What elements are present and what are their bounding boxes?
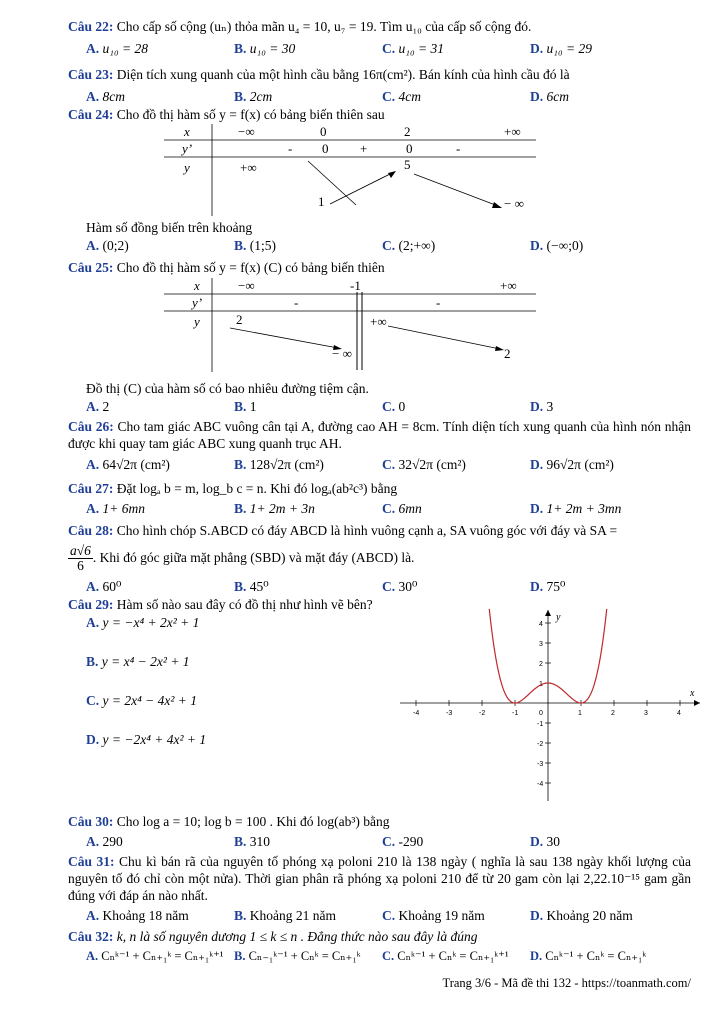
option-d[interactable]: D. 30 [530, 834, 560, 849]
options-22 [86, 40, 696, 57]
options-29-c[interactable]: C. y = 2x⁴ − 4x² + 1 [86, 693, 198, 708]
option-a[interactable]: A. 8cm [86, 89, 125, 104]
y-axis-label: y [556, 612, 561, 623]
option-c[interactable]: C. u₁₀ = 31 [382, 41, 444, 56]
option-c[interactable]: C. 30⁰ [382, 579, 418, 594]
question-22 [68, 18, 691, 35]
option-b[interactable]: B. Khoảng 21 năm [234, 908, 336, 923]
question-24-prompt: Hàm số đồng biến trên khoảng [86, 220, 253, 235]
y-tick-label: 3 [539, 641, 543, 648]
option-d[interactable]: D. 75⁰ [530, 579, 566, 594]
option-a[interactable]: A. (0;2) [86, 238, 129, 253]
x-tick-label: -1 [512, 710, 519, 717]
question-text: Đặt logₐ b = m, log_b c = n. Khi đó logₐ(ab²c³) bằng [116, 481, 398, 496]
x-tick-label: -2 [479, 710, 486, 717]
option-a[interactable]: A. 64√2π (cm²) [86, 457, 170, 472]
option-b[interactable]: B. u₁₀ = 30 [234, 41, 296, 56]
variation-table-24-labels: x y’ y −∞ 0 2 +∞ - 0 + 0 - +∞ 1 5 − ∞ [182, 124, 524, 211]
question-text: Cho cấp số cộng (uₙ) thỏa mãn u₄ = 10, u₇ = 19. Tìm u₁₀ của cấp số cộng đó. [116, 19, 532, 34]
question-text: Hàm số nào sau đây có đồ thị như hình vẽ bên? [116, 597, 373, 612]
option-b[interactable]: B. (1;5) [234, 238, 277, 253]
option-b[interactable]: B. 310 [234, 834, 271, 849]
x-tick-label: 4 [677, 710, 681, 717]
question-31 [68, 853, 691, 904]
y-tick-label: 2 [539, 661, 543, 668]
y-tick-label: -1 [537, 721, 544, 728]
question-text: Cho đồ thị hàm số y = f(x) có bảng biến thiên sau [116, 107, 385, 122]
option-c[interactable]: C. 6mn [382, 501, 422, 516]
options-28 [86, 578, 696, 595]
option-c[interactable]: C. Cₙᵏ⁻¹ + Cₙᵏ = Cₙ₊₁ᵏ⁺¹ [382, 949, 509, 963]
option-d[interactable]: D. Cₙᵏ⁻¹ + Cₙᵏ = Cₙ₊₁ᵏ [530, 949, 647, 963]
x-tick-label: 3 [644, 710, 648, 717]
x-tick-label: 1 [578, 710, 582, 717]
option-c[interactable]: C. (2;+∞) [382, 238, 436, 253]
question-32 [68, 928, 691, 945]
option-c[interactable]: C. 4cm [382, 89, 421, 104]
question-label: Câu 28: [68, 523, 114, 538]
option-b[interactable]: B. 1 [234, 399, 257, 414]
question-25 [68, 259, 691, 276]
question-25-prompt: Đồ thị (C) của hàm số có bao nhiêu đường tiệm cận. [86, 381, 369, 396]
y-tick-label: -4 [537, 781, 544, 788]
question-text: Chu kì bán rã của nguyên tố phóng xạ poloni 210 là 138 ngày ( nghĩa là sau 138 ngày khối lượng của nguyên tố đó chỉ còn một nửa). Thời gian phân rã phóng xạ poloni 210 để từ 20 gam còn lại 2,22.10⁻¹⁵ gam gần đúng với đáp án nào nhất. [68, 854, 691, 903]
options-24 [86, 237, 696, 254]
function-graph-29 [400, 606, 705, 802]
question-28-cont: $\frac{a√6}{6}$ . Khi đó góc giữa mặt phẳng (SBD) và mặt đáy (ABCD) là. [70, 543, 415, 574]
x-tick-label: -3 [446, 710, 453, 717]
options-31 [86, 907, 696, 924]
options-30 [86, 833, 696, 850]
option-d[interactable]: D. 3 [530, 399, 554, 414]
question-label: Câu 24: [68, 107, 114, 122]
option-b[interactable]: B. 2cm [234, 89, 273, 104]
option-c[interactable]: C. 0 [382, 399, 406, 414]
option-d[interactable]: D. (−∞;0) [530, 238, 584, 253]
option-d[interactable]: D. 1+ 2m + 3mn [530, 501, 622, 516]
question-text: Cho đồ thị hàm số y = f(x) (C) có bảng biến thiên [116, 260, 385, 275]
question-text: Cho hình chóp S.ABCD có đáy ABCD là hình vuông cạnh a, SA vuông góc với đáy và SA = [116, 523, 618, 538]
y-tick-label: 4 [539, 621, 543, 628]
options-29-d[interactable]: D. y = −2x⁴ + 4x² + 1 [86, 732, 207, 747]
fraction: $\frac{a√6}{6}$ [70, 543, 91, 574]
option-b[interactable]: B. 45⁰ [234, 579, 269, 594]
y-tick-label: -2 [537, 741, 544, 748]
option-c[interactable]: C. 32√2π (cm²) [382, 457, 466, 472]
option-d[interactable]: D. 6cm [530, 89, 569, 104]
variation-table-25-labels: x y’ y −∞ -1 +∞ - - 2 − ∞ +∞ 2 [192, 278, 517, 361]
question-label: Câu 23: [68, 67, 114, 82]
option-c[interactable]: C. Khoảng 19 năm [382, 908, 485, 923]
question-label: Câu 27: [68, 481, 114, 496]
option-a[interactable]: A. 1+ 6mn [86, 501, 145, 516]
question-text: Diện tích xung quanh của một hình cầu bằng 16π(cm²). Bán kính của hình cầu đó là [116, 67, 570, 82]
question-label: Câu 30: [68, 814, 114, 829]
question-label: Câu 32: [68, 929, 114, 944]
option-a[interactable]: A. 2 [86, 399, 110, 414]
option-b[interactable]: B. 128√2π (cm²) [234, 457, 324, 472]
options-29-b[interactable]: B. y = x⁴ − 2x² + 1 [86, 654, 190, 669]
y-tick-label: 1 [539, 681, 543, 688]
x-axis-label: x [690, 688, 695, 699]
question-text: k, n là số nguyên dương 1 ≤ k ≤ n . Đẳng thức nào sau đây là đúng [116, 929, 478, 944]
option-d[interactable]: D. u₁₀ = 29 [530, 41, 592, 56]
option-a[interactable]: A. Cₙᵏ⁻¹ + Cₙ₊₁ᵏ = Cₙ₊₁ᵏ⁺¹ [86, 949, 224, 963]
question-23 [68, 66, 691, 83]
question-label: Câu 31: [68, 854, 115, 869]
question-label: Câu 22: [68, 19, 114, 34]
option-a[interactable]: A. 60⁰ [86, 579, 122, 594]
options-29-a[interactable]: A. y = −x⁴ + 2x² + 1 [86, 615, 200, 630]
option-a[interactable]: A. 290 [86, 834, 123, 849]
x-axis-arrow [694, 700, 700, 706]
question-label: Câu 26: [68, 419, 114, 434]
option-a[interactable]: A. Khoảng 18 năm [86, 908, 189, 923]
question-30 [68, 813, 691, 830]
options-32 [86, 948, 696, 965]
option-a[interactable]: A. u₁₀ = 28 [86, 41, 148, 56]
option-c[interactable]: C. -290 [382, 834, 424, 849]
origin-label: 0 [539, 710, 543, 717]
option-d[interactable]: D. 96√2π (cm²) [530, 457, 614, 472]
question-28 [68, 522, 691, 539]
x-tick-label: -4 [413, 710, 420, 717]
question-text: Cho tam giác ABC vuông cân tại A, đường cao AH = 8cm. Tính diện tích xung quanh của hình nón nhận được khi quay tam giác ABC xung quanh trục AH. [68, 419, 691, 451]
question-26 [68, 418, 691, 452]
options-23 [86, 88, 696, 105]
question-label: Câu 25: [68, 260, 114, 275]
x-tick-label: 2 [611, 710, 615, 717]
question-label: Câu 29: [68, 597, 114, 612]
option-d[interactable]: D. Khoảng 20 năm [530, 908, 633, 923]
y-axis-arrow [545, 610, 551, 616]
options-26 [86, 456, 696, 473]
page-footer: Trang 3/6 - Mã đề thi 132 - https://toanmath.com/ [442, 976, 691, 990]
y-tick-label: -3 [537, 761, 544, 768]
options-27 [86, 500, 696, 517]
option-b[interactable]: B. Cₙ₋₁ᵏ⁻¹ + Cₙᵏ = Cₙ₊₁ᵏ [234, 949, 361, 963]
question-24 [68, 106, 691, 123]
question-text: Cho log a = 10; log b = 100 . Khi đó log(ab³) bằng [116, 814, 390, 829]
option-b[interactable]: B. 1+ 2m + 3n [234, 501, 315, 516]
question-27 [68, 480, 691, 497]
options-25 [86, 398, 696, 415]
